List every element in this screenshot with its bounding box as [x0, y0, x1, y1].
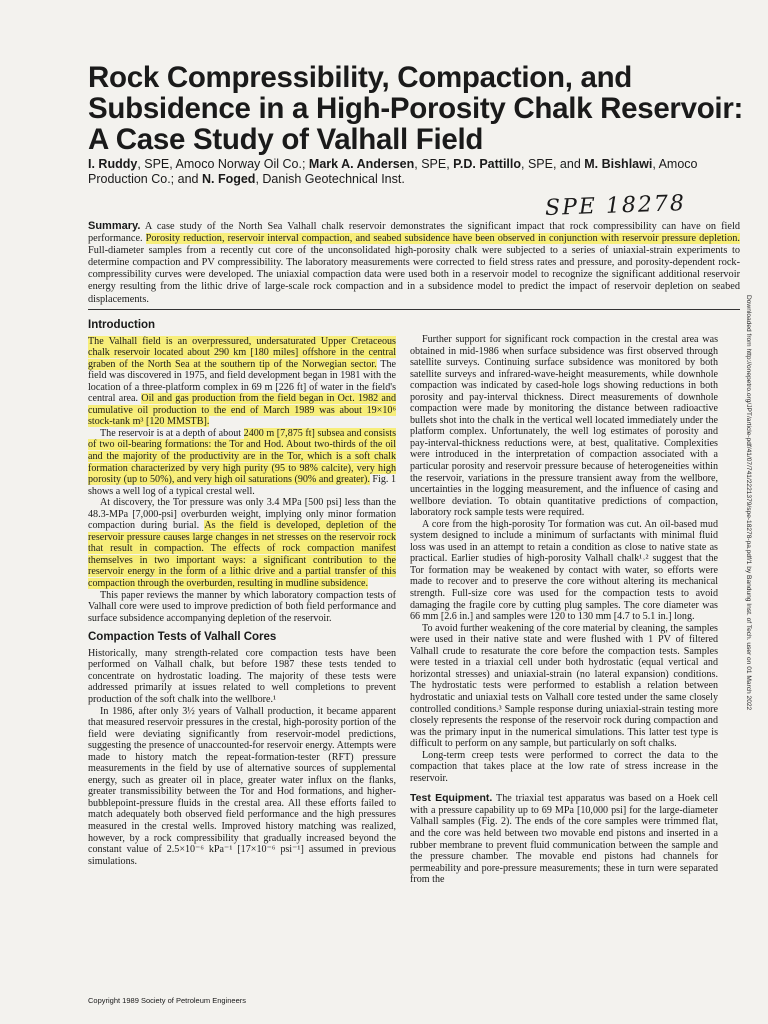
body-paragraph: To avoid further weakening of the core material by cleaning, the samples were used in their native state and were flushed with 1 PV of filtered Valhall crude to resaturate the core before the compaction tests. Samples were tested in a triaxial cell under both hydrostatic (equal vertical and horizontal stresses) and uniaxial-strain (no lateral expansion) conditions. The hydrostatic tests were performed to establish a relation between hydrostatic and uniaxial tests on Valhall core tested under the same closely controlled conditions.³ Sample response during uniaxial-strain testing more closely represents the response of the reservoir rock during compaction and was the primary input in the numerical simulations. This latter test type is difficult to perform on any sample, but particularly on soft chalks. — [410, 622, 718, 750]
author-list — [88, 157, 748, 187]
summary-divider — [88, 309, 740, 310]
body-paragraph: In 1986, after only 3½ years of Valhall production, it became apparent that measured reservoir pressures in the crestal, high-porosity portion of the field were deviating significantly from reservoir-model predictions, suggesting the presence of unaccounted-for reservoir energy. Attempts were made to history match the repeat-formation-tester (RFT) pressure measurements in the field by use of alternative sources of supplemental energy, such as greater oil in place, greater water influx on the flanks, greater transmissibility between the Tor and Hod formations, and higher-bubblepoint-pressure fluids in the crestal area. All these efforts failed to match adequately both observed field performance and the high pressures measured in the crestal wells. Improved history matching was realized, however, by a rock compressibility that gradually increased beyond the constant value of 2.5×10⁻⁶ kPa⁻¹ [17×10⁻⁶ psi⁻¹] assumed in previous simulations. — [88, 705, 396, 867]
body-paragraph: Further support for significant rock compaction in the crestal area was obtained in mid-1986 when surface subsidence was first observed through satellite surveys. Continuing surface subsidence was monitored by both satellite surveys and infrared-wave-height measurements, while downhole compaction was indicated by cased-hole logs showing reductions in both porosity and pay-interval thickness. Direct measurements of downhole compaction were made by monitoring the distance between radioactive bullets shot into the chalk in the vertical well located immediately under the platform complex. Unfortunately, the well log estimates of porosity and pay-interval-thickness reductions were, at best, qualitative. Complexities were introduced in the interpretation of compaction associated with a particular porosity and reservoir pressure because of heterogeneities within the reservoir, variations in the pressure transient away from the wellbore, uncertainties in the logging measurement, and the influence of casing and wellbore deviation. To obtain quantitative predictions of compaction, laboratory rock sample tests were required. — [410, 334, 718, 519]
intro-paragraph — [88, 336, 396, 428]
download-watermark: Downloaded from http://onepetro.org/JPT/article-pdf/41/07/741/2221379/spe-18278-pa.pdf/1 by Bandung Inst. of Tech. user on 01 March 2022 — [745, 295, 752, 711]
intro-paragraph — [88, 428, 396, 497]
summary-highlight: Porosity reduction, reservoir interval compaction, and seabed subsidence have been observed in conjunction with reservoir pressure depletion. — [145, 233, 740, 245]
author-name: Mark A. Andersen — [308, 157, 415, 171]
author-affiliation: , SPE, and — [521, 157, 585, 171]
author-name: P.D. Pattillo — [453, 157, 522, 171]
summary-text: Full-diameter samples from a recently cut core of the unconsolidated high-porosity chalk were subjected to a series of uniaxial-strain experiments to determine compaction and PV compressibility. The laboratory measurements were corrected to field stress rates and pressure, and porosity-dependent rock-compressibility curves were developed. The uniaxial compaction data were used both in a reservoir model to recognize the significant additional reservoir energy resulting from the lithic drive of large-scale rock compaction and in a subsidence model to predict the impact of reservoir depletion on seabed displacements. — [88, 245, 740, 305]
highlighted-text: Oil and gas production from the field began in Oct. 1982 and cumulative oil production to the end of March 1989 was about 19×10⁶ stock-tank m³ [120 MMSTB]. — [88, 393, 396, 428]
body-paragraph: Long-term creep tests were performed to correct the data to the compaction that takes place at the low rate of stress increase in the reservoir. — [410, 749, 718, 784]
handwritten-paper-number: SPE 18278 — [544, 191, 687, 221]
left-column — [88, 318, 396, 867]
summary-paragraph — [88, 220, 740, 306]
body-text: The reservoir is at a depth of about — [100, 427, 244, 439]
runin-heading-test-equipment: Test Equipment. — [410, 792, 493, 805]
summary-heading: Summary. — [88, 220, 141, 232]
copyright-notice: Copyright 1989 Society of Petroleum Engineers — [88, 996, 247, 1005]
author-name: I. Ruddy — [88, 157, 138, 171]
highlighted-text: 2400 m [7,875 ft] subsea and consists of two oil-bearing formations: the Tor and Hod. About two-thirds of the oil and the majority of the productivity are in the Tor, which is a soft chalk formation characterized by very high purity (95 to 98% calcite), very high porosity (up to 50%), and very high oil saturations (90% and greater). — [88, 427, 396, 486]
intro-paragraph — [88, 497, 396, 589]
author-name: N. Foged — [201, 172, 256, 186]
author-name: M. Bishlawi — [584, 157, 653, 171]
section-heading-introduction: Introduction — [88, 319, 156, 331]
body-paragraph: Historically, many strength-related core compaction tests have been performed on Valhall chalk, but before 1987 these tests tended to concentrate on hydrostatic loading. The majority of these tests were addressed primarily at issues related to well completions to prevent production of the soft chalk into the wellbore.¹ — [88, 647, 396, 705]
body-text: Fig. 1 shows a well log of a typical crestal well. — [88, 474, 396, 497]
section-heading-compaction-tests: Compaction Tests of Valhall Cores — [88, 631, 277, 644]
summary-text: A case study of the North Sea Valhall chalk reservoir demonstrates the significant impact that rock compressibility can have on field performance. — [88, 221, 740, 245]
body-paragraph: A core from the high-porosity Tor formation was cut. An oil-based mud system designed to include a minimum of surfactants with minimal fluid loss was used in an attempt to retain a condition as close to native state as practical. Earlier studies of high-porosity Valhall chalk¹˒² suggest that the Tor formation may be weakened by contact with water, so efforts were made to recover and to preserve the core without altering its mechanical strength. Full-size core was used for the compaction tests to avoid damaging the fragile core by cutting plug samples. The core diameter was 66 mm [2.6 in.] and samples were 120 to 130 mm [4.7 to 5.1 in.] long. — [410, 518, 718, 623]
body-text: The field was discovered in 1975, and field development began in 1981 with the location of a three-platform complex in 69 m [226 ft] of water in the field's central area. — [88, 358, 396, 405]
paper-title: Rock Compressibility, Compaction, and Subsidence in a High-Porosity Chalk Reservoir: A Case Study of Valhall Field — [88, 61, 744, 156]
author-affiliation: , SPE, — [414, 157, 454, 171]
highlighted-text: The Valhall field is an overpressured, undersaturated Upper Cretaceous chalk reservoir located about 290 km [180 miles] offshore in the central graben of the North Sea at the southern tip of the Norwegian sector. — [88, 335, 396, 370]
right-column — [410, 334, 718, 886]
body-text: At discovery, the Tor pressure was only 3.4 MPa [500 psi] less than the 48.3-MPa [7,000-psi] overburden weight, implying only minor formation compaction during burial. — [88, 497, 396, 532]
body-text: The triaxial test apparatus was based on a Hoek cell with a pressure capability up to 69 MPa [10,000 psi] for the large-diameter Valhall samples (Fig. 2). The ends of the core samples were trimmed flat, and the core was held between two movable end pistons and inserted in a rubber membrane to prevent fluid communication between the sample and the pressure chamber. The movable end pistons had channels for permeability and pore-pressure measurements; these in turn were separated from the — [410, 793, 718, 886]
author-affiliation: , Amoco Production Co.; and — [88, 157, 698, 186]
highlighted-text: As the field is developed, depletion of the reservoir pressure causes large changes in net stresses on the reservoir rock that result in compaction. The effects of rock compaction manifest themselves in two important ways: a significant contribution to the reservoir energy in the form of a lithic drive and a partial transfer of this compaction through the overburden, resulting in mudline subsidence. — [88, 520, 396, 590]
author-affiliation: , Danish Geotechnical Inst. — [255, 172, 405, 186]
author-affiliation: , SPE, Amoco Norway Oil Co.; — [137, 157, 309, 171]
body-paragraph — [410, 793, 718, 885]
intro-paragraph: This paper reviews the manner by which laboratory compaction tests of Valhall core were used to improve prediction of both field performance and surface subsidence accompanying depletion of the reservoir. — [88, 589, 396, 624]
